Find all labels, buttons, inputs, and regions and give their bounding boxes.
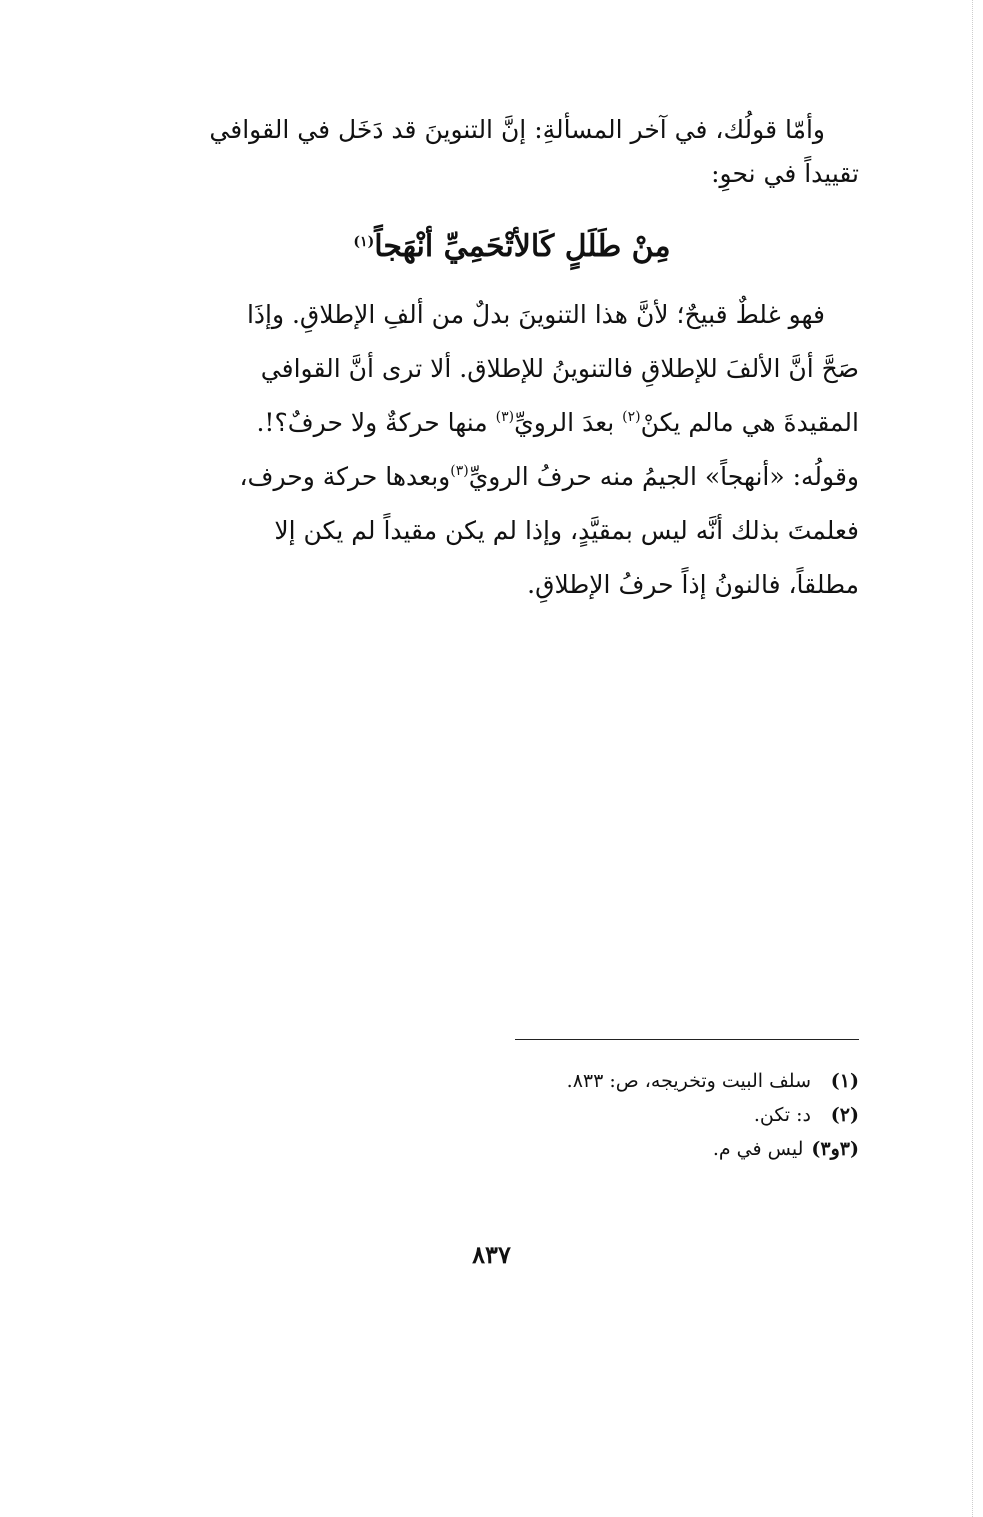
footnote-marker: (٣) <box>450 463 469 479</box>
footnote-text: د: تكن. <box>753 1104 811 1126</box>
scan-edge-mark <box>971 0 973 1517</box>
text-segment: المقيدةَ هي مالم يكنْ <box>640 408 859 437</box>
text-segment: بعدَ الرويِّ <box>514 408 623 437</box>
footnote-item <box>515 1132 859 1166</box>
footnote-marker: (٢) <box>622 409 641 425</box>
text-line: فهو غلطٌ قبيحٌ؛ لأنَّ هذا التنوينَ بدلٌ من ألفِ الإطلاقِ. وإذَا <box>246 300 825 329</box>
text-segment: وبعدها حركة وحرف، <box>239 462 451 491</box>
footnote-marker: (٣) <box>495 409 515 425</box>
text-segment: وقولُه: «أنهجاً» الجيمُ منه حرفُ الرويِّ <box>468 462 859 491</box>
footnote-number: (٣و٣) <box>811 1138 859 1160</box>
footnote-divider <box>515 1039 859 1040</box>
text-line <box>165 450 859 504</box>
footnote-text: سلف البيت وتخريجه، ص: ٨٣٣. <box>566 1070 811 1092</box>
verse-text: مِنْ طَلَلٍ كَالأتْحَمِيِّ أنْهَجاً <box>374 229 671 264</box>
main-paragraph <box>165 288 859 612</box>
footnote-number: (١) <box>830 1070 859 1092</box>
footnotes <box>515 1064 859 1166</box>
footnote-item <box>515 1098 859 1132</box>
footnote-text: ليس في م. <box>712 1138 804 1160</box>
text-segment: منها حركةٌ ولا حرفٌ؟!. <box>256 408 496 437</box>
text-line: صَحَّ أنَّ الألفَ للإطلاقِ فالتنوينُ للإطلاق. ألا ترى أنَّ القوافي <box>260 354 859 383</box>
text-line: مطلقاً، فالنونُ إذاً حرفُ الإطلاقِ. <box>527 570 859 599</box>
page-number: ٨٣٧ <box>472 1240 511 1269</box>
footnote-item <box>515 1064 859 1098</box>
text-line: تقييداً في نحوِ: <box>711 159 859 188</box>
text-line: فعلمتَ بذلك أنَّه ليس بمقيَّدٍ، وإذا لم يكن مقيداً لم يكن إلا <box>274 516 859 545</box>
footnote-number: (٢) <box>830 1104 859 1126</box>
text-line <box>165 396 859 450</box>
poetry-verse <box>165 222 859 272</box>
text-line: وأمّا قولُك، في آخر المسألةِ: إنَّ التنوينَ قد دَخَل في القوافي <box>209 115 825 144</box>
opening-paragraph <box>165 108 859 196</box>
footnote-marker: (١) <box>353 234 375 250</box>
